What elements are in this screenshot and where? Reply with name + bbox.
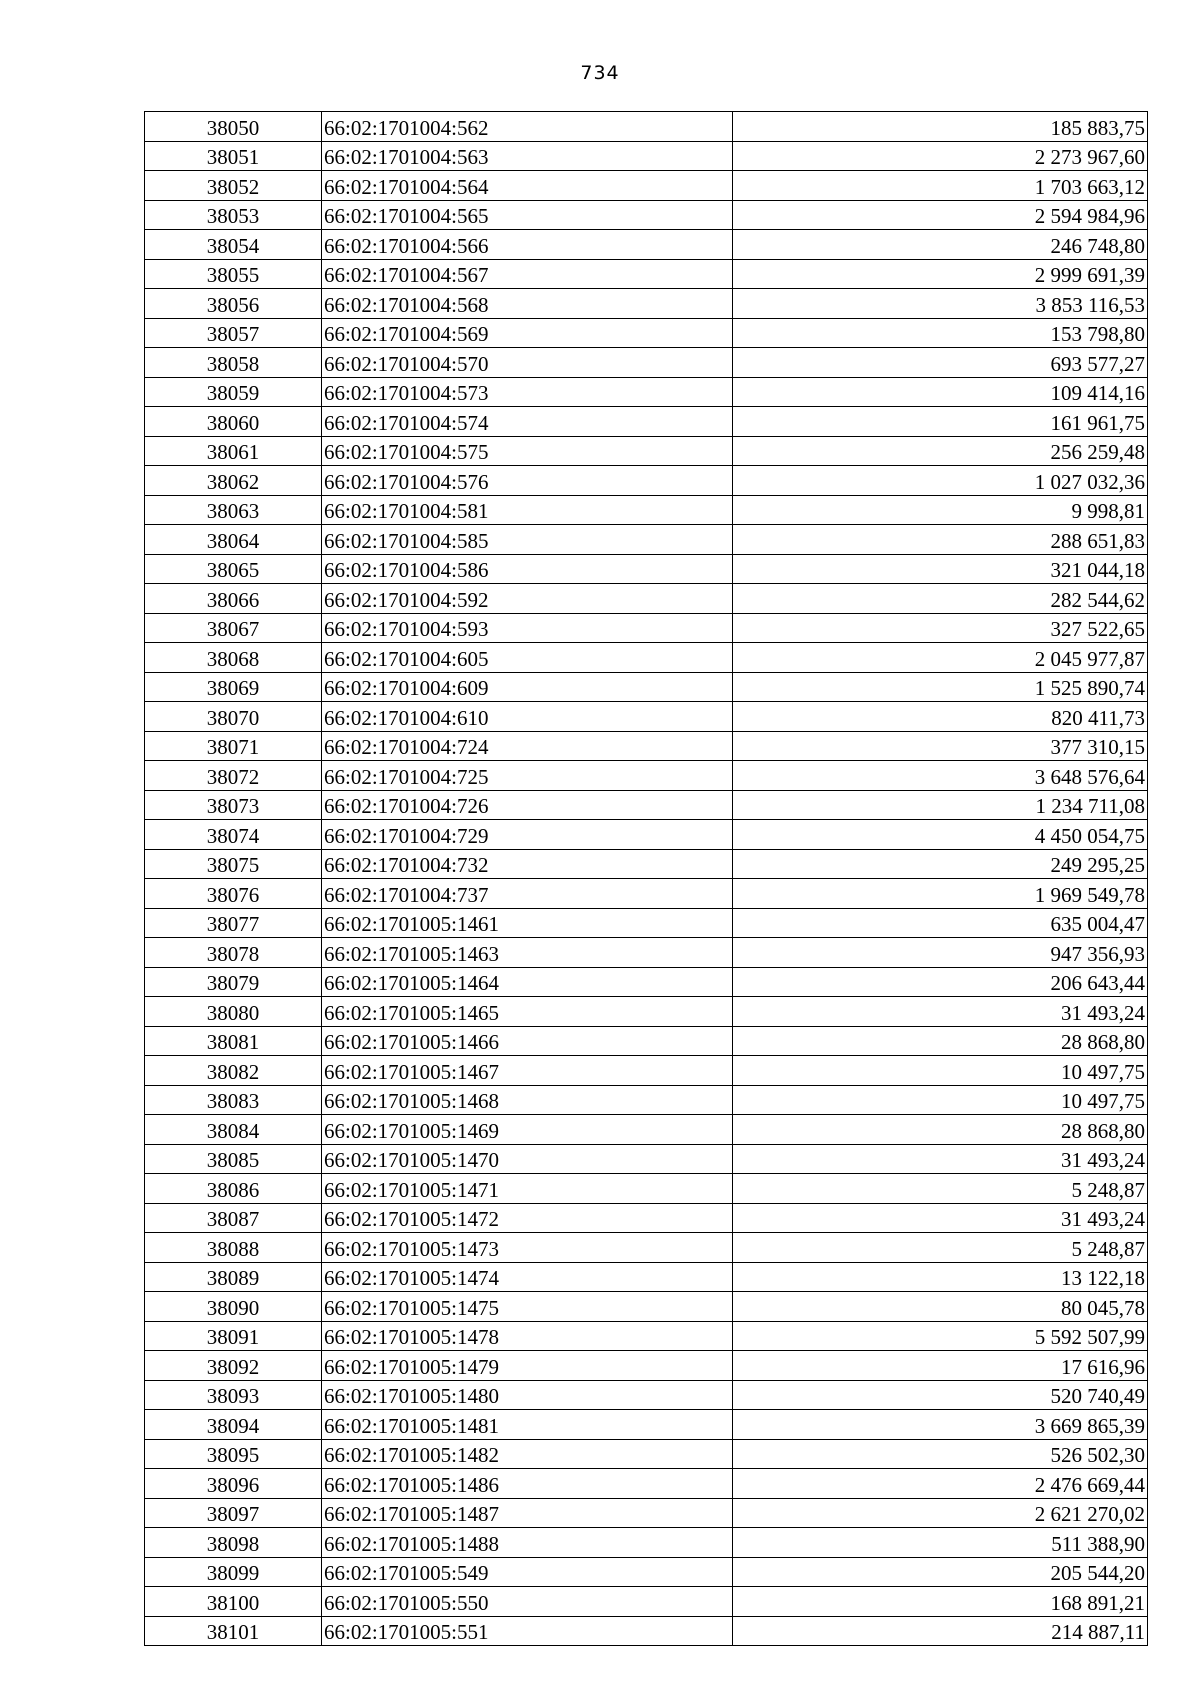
cadastral-number-cell: 66:02:1701004:573 — [322, 377, 733, 407]
cadastral-number-cell: 66:02:1701004:725 — [322, 761, 733, 791]
cadastral-value-cell: 327 522,65 — [733, 613, 1148, 643]
row-number-cell: 38084 — [145, 1115, 322, 1145]
cadastral-number-cell: 66:02:1701005:1466 — [322, 1026, 733, 1056]
cadastral-number-cell: 66:02:1701005:1474 — [322, 1262, 733, 1292]
cadastral-number-cell: 66:02:1701005:1473 — [322, 1233, 733, 1263]
table-row — [145, 112, 1148, 142]
cadastral-value-cell: 693 577,27 — [733, 348, 1148, 378]
cadastral-value-cell: 31 493,24 — [733, 997, 1148, 1027]
cadastral-value-cell: 109 414,16 — [733, 377, 1148, 407]
row-number-cell: 38082 — [145, 1056, 322, 1086]
table-row — [145, 849, 1148, 879]
row-number-cell: 38090 — [145, 1292, 322, 1322]
cadastral-number-cell: 66:02:1701005:1481 — [322, 1410, 733, 1440]
cadastral-number-cell: 66:02:1701004:737 — [322, 879, 733, 909]
row-number-cell: 38088 — [145, 1233, 322, 1263]
cadastral-number-cell: 66:02:1701005:1463 — [322, 938, 733, 968]
table-row — [145, 643, 1148, 673]
table-row — [145, 200, 1148, 230]
row-number-cell: 38097 — [145, 1498, 322, 1528]
cadastral-number-cell: 66:02:1701005:1480 — [322, 1380, 733, 1410]
table-row — [145, 908, 1148, 938]
row-number-cell: 38078 — [145, 938, 322, 968]
table-row — [145, 1351, 1148, 1381]
table-row — [145, 584, 1148, 614]
cadastral-value-cell: 511 388,90 — [733, 1528, 1148, 1558]
table-row — [145, 407, 1148, 437]
cadastral-number-cell: 66:02:1701004:605 — [322, 643, 733, 673]
table-row — [145, 1380, 1148, 1410]
table-row — [145, 1498, 1148, 1528]
cadastral-value-cell: 185 883,75 — [733, 112, 1148, 142]
cadastral-number-cell: 66:02:1701004:593 — [322, 613, 733, 643]
cadastral-number-cell: 66:02:1701004:732 — [322, 849, 733, 879]
cadastral-number-cell: 66:02:1701005:1470 — [322, 1144, 733, 1174]
row-number-cell: 38053 — [145, 200, 322, 230]
row-number-cell: 38074 — [145, 820, 322, 850]
row-number-cell: 38064 — [145, 525, 322, 555]
table-row — [145, 171, 1148, 201]
table-row — [145, 1469, 1148, 1499]
cadastral-number-cell: 66:02:1701004:729 — [322, 820, 733, 850]
row-number-cell: 38086 — [145, 1174, 322, 1204]
cadastral-number-cell: 66:02:1701004:570 — [322, 348, 733, 378]
cadastral-number-cell: 66:02:1701004:581 — [322, 495, 733, 525]
row-number-cell: 38065 — [145, 554, 322, 584]
cadastral-value-cell: 1 969 549,78 — [733, 879, 1148, 909]
table-row — [145, 967, 1148, 997]
row-number-cell: 38055 — [145, 259, 322, 289]
cadastral-value-cell: 10 497,75 — [733, 1056, 1148, 1086]
cadastral-value-cell: 5 248,87 — [733, 1233, 1148, 1263]
table-row — [145, 1262, 1148, 1292]
cadastral-value-cell: 168 891,21 — [733, 1587, 1148, 1617]
cadastral-value-cell: 5 592 507,99 — [733, 1321, 1148, 1351]
cadastral-number-cell: 66:02:1701004:726 — [322, 790, 733, 820]
cadastral-number-cell: 66:02:1701005:1471 — [322, 1174, 733, 1204]
cadastral-number-cell: 66:02:1701005:1464 — [322, 967, 733, 997]
page-number: 734 — [580, 62, 620, 84]
cadastral-number-cell: 66:02:1701004:564 — [322, 171, 733, 201]
cadastral-value-table — [144, 111, 1148, 1646]
row-number-cell: 38091 — [145, 1321, 322, 1351]
cadastral-value-cell: 2 621 270,02 — [733, 1498, 1148, 1528]
row-number-cell: 38096 — [145, 1469, 322, 1499]
cadastral-number-cell: 66:02:1701004:592 — [322, 584, 733, 614]
table-row — [145, 790, 1148, 820]
row-number-cell: 38087 — [145, 1203, 322, 1233]
cadastral-value-cell: 17 616,96 — [733, 1351, 1148, 1381]
table-row — [145, 348, 1148, 378]
row-number-cell: 38073 — [145, 790, 322, 820]
cadastral-number-cell: 66:02:1701005:1482 — [322, 1439, 733, 1469]
row-number-cell: 38069 — [145, 672, 322, 702]
table-row — [145, 495, 1148, 525]
table-row — [145, 1528, 1148, 1558]
row-number-cell: 38095 — [145, 1439, 322, 1469]
table-row — [145, 289, 1148, 319]
row-number-cell: 38051 — [145, 141, 322, 171]
cadastral-value-cell: 31 493,24 — [733, 1144, 1148, 1174]
cadastral-value-cell: 947 356,93 — [733, 938, 1148, 968]
cadastral-value-cell: 282 544,62 — [733, 584, 1148, 614]
row-number-cell: 38058 — [145, 348, 322, 378]
cadastral-number-cell: 66:02:1701004:568 — [322, 289, 733, 319]
table-row — [145, 1115, 1148, 1145]
table-row — [145, 141, 1148, 171]
cadastral-value-cell: 206 643,44 — [733, 967, 1148, 997]
row-number-cell: 38094 — [145, 1410, 322, 1440]
cadastral-number-cell: 66:02:1701005:1486 — [322, 1469, 733, 1499]
row-number-cell: 38054 — [145, 230, 322, 260]
table-row — [145, 672, 1148, 702]
cadastral-value-cell: 1 525 890,74 — [733, 672, 1148, 702]
table-row — [145, 1203, 1148, 1233]
cadastral-number-cell: 66:02:1701004:563 — [322, 141, 733, 171]
cadastral-number-cell: 66:02:1701005:1468 — [322, 1085, 733, 1115]
row-number-cell: 38099 — [145, 1557, 322, 1587]
cadastral-value-cell: 161 961,75 — [733, 407, 1148, 437]
cadastral-value-cell: 3 648 576,64 — [733, 761, 1148, 791]
cadastral-value-cell: 2 476 669,44 — [733, 1469, 1148, 1499]
row-number-cell: 38061 — [145, 436, 322, 466]
cadastral-number-cell: 66:02:1701004:562 — [322, 112, 733, 142]
table-row — [145, 1439, 1148, 1469]
table-row — [145, 1026, 1148, 1056]
cadastral-number-cell: 66:02:1701004:566 — [322, 230, 733, 260]
row-number-cell: 38100 — [145, 1587, 322, 1617]
cadastral-number-cell: 66:02:1701004:576 — [322, 466, 733, 496]
row-number-cell: 38089 — [145, 1262, 322, 1292]
cadastral-number-cell: 66:02:1701004:569 — [322, 318, 733, 348]
cadastral-number-cell: 66:02:1701005:551 — [322, 1616, 733, 1646]
table-row — [145, 997, 1148, 1027]
cadastral-number-cell: 66:02:1701005:1478 — [322, 1321, 733, 1351]
cadastral-number-cell: 66:02:1701005:1479 — [322, 1351, 733, 1381]
table-row — [145, 1321, 1148, 1351]
row-number-cell: 38077 — [145, 908, 322, 938]
table-row — [145, 466, 1148, 496]
table-row — [145, 1410, 1148, 1440]
cadastral-value-cell: 1 027 032,36 — [733, 466, 1148, 496]
cadastral-value-cell: 9 998,81 — [733, 495, 1148, 525]
cadastral-value-cell: 80 045,78 — [733, 1292, 1148, 1322]
cadastral-value-cell: 153 798,80 — [733, 318, 1148, 348]
row-number-cell: 38092 — [145, 1351, 322, 1381]
table-row — [145, 1557, 1148, 1587]
row-number-cell: 38085 — [145, 1144, 322, 1174]
cadastral-value-cell: 249 295,25 — [733, 849, 1148, 879]
cadastral-number-cell: 66:02:1701004:610 — [322, 702, 733, 732]
row-number-cell: 38101 — [145, 1616, 322, 1646]
row-number-cell: 38057 — [145, 318, 322, 348]
cadastral-number-cell: 66:02:1701005:1487 — [322, 1498, 733, 1528]
table-row — [145, 820, 1148, 850]
table-row — [145, 879, 1148, 909]
row-number-cell: 38098 — [145, 1528, 322, 1558]
row-number-cell: 38083 — [145, 1085, 322, 1115]
table-row — [145, 1085, 1148, 1115]
cadastral-value-cell: 4 450 054,75 — [733, 820, 1148, 850]
cadastral-value-cell: 1 703 663,12 — [733, 171, 1148, 201]
row-number-cell: 38070 — [145, 702, 322, 732]
cadastral-value-cell: 635 004,47 — [733, 908, 1148, 938]
row-number-cell: 38066 — [145, 584, 322, 614]
row-number-cell: 38050 — [145, 112, 322, 142]
cadastral-value-cell: 288 651,83 — [733, 525, 1148, 555]
cadastral-number-cell: 66:02:1701005:1472 — [322, 1203, 733, 1233]
table-row — [145, 1616, 1148, 1646]
table-row — [145, 377, 1148, 407]
cadastral-value-cell: 2 273 967,60 — [733, 141, 1148, 171]
table-row — [145, 1056, 1148, 1086]
cadastral-number-cell: 66:02:1701004:567 — [322, 259, 733, 289]
table-row — [145, 1292, 1148, 1322]
row-number-cell: 38081 — [145, 1026, 322, 1056]
cadastral-value-cell: 2 999 691,39 — [733, 259, 1148, 289]
cadastral-value-cell: 2 594 984,96 — [733, 200, 1148, 230]
cadastral-number-cell: 66:02:1701005:1467 — [322, 1056, 733, 1086]
row-number-cell: 38059 — [145, 377, 322, 407]
table-row — [145, 1174, 1148, 1204]
row-number-cell: 38093 — [145, 1380, 322, 1410]
cadastral-number-cell: 66:02:1701005:1465 — [322, 997, 733, 1027]
cadastral-value-cell: 31 493,24 — [733, 1203, 1148, 1233]
cadastral-value-cell: 526 502,30 — [733, 1439, 1148, 1469]
row-number-cell: 38052 — [145, 171, 322, 201]
cadastral-number-cell: 66:02:1701004:586 — [322, 554, 733, 584]
cadastral-value-cell: 205 544,20 — [733, 1557, 1148, 1587]
cadastral-value-cell: 13 122,18 — [733, 1262, 1148, 1292]
cadastral-number-cell: 66:02:1701004:575 — [322, 436, 733, 466]
table-row — [145, 1587, 1148, 1617]
row-number-cell: 38060 — [145, 407, 322, 437]
cadastral-value-cell: 820 411,73 — [733, 702, 1148, 732]
cadastral-number-cell: 66:02:1701004:565 — [322, 200, 733, 230]
row-number-cell: 38079 — [145, 967, 322, 997]
cadastral-number-cell: 66:02:1701005:1469 — [322, 1115, 733, 1145]
row-number-cell: 38063 — [145, 495, 322, 525]
table-row — [145, 1144, 1148, 1174]
cadastral-value-cell: 321 044,18 — [733, 554, 1148, 584]
cadastral-value-cell: 377 310,15 — [733, 731, 1148, 761]
row-number-cell: 38056 — [145, 289, 322, 319]
table-row — [145, 1233, 1148, 1263]
cadastral-value-cell: 256 259,48 — [733, 436, 1148, 466]
table-row — [145, 230, 1148, 260]
cadastral-value-cell: 1 234 711,08 — [733, 790, 1148, 820]
table-row — [145, 525, 1148, 555]
cadastral-value-cell: 28 868,80 — [733, 1115, 1148, 1145]
row-number-cell: 38076 — [145, 879, 322, 909]
cadastral-number-cell: 66:02:1701004:609 — [322, 672, 733, 702]
table-row — [145, 436, 1148, 466]
cadastral-value-cell: 5 248,87 — [733, 1174, 1148, 1204]
cadastral-value-cell: 2 045 977,87 — [733, 643, 1148, 673]
row-number-cell: 38075 — [145, 849, 322, 879]
cadastral-value-cell: 3 853 116,53 — [733, 289, 1148, 319]
table-row — [145, 702, 1148, 732]
cadastral-number-cell: 66:02:1701005:549 — [322, 1557, 733, 1587]
cadastral-value-cell: 246 748,80 — [733, 230, 1148, 260]
row-number-cell: 38068 — [145, 643, 322, 673]
row-number-cell: 38072 — [145, 761, 322, 791]
cadastral-value-cell: 10 497,75 — [733, 1085, 1148, 1115]
cadastral-number-cell: 66:02:1701004:724 — [322, 731, 733, 761]
cadastral-number-cell: 66:02:1701005:1475 — [322, 1292, 733, 1322]
table-row — [145, 318, 1148, 348]
table-row — [145, 938, 1148, 968]
cadastral-value-cell: 214 887,11 — [733, 1616, 1148, 1646]
cadastral-number-cell: 66:02:1701005:550 — [322, 1587, 733, 1617]
table-row — [145, 731, 1148, 761]
row-number-cell: 38080 — [145, 997, 322, 1027]
cadastral-value-cell: 28 868,80 — [733, 1026, 1148, 1056]
cadastral-number-cell: 66:02:1701005:1461 — [322, 908, 733, 938]
cadastral-value-cell: 520 740,49 — [733, 1380, 1148, 1410]
cadastral-number-cell: 66:02:1701005:1488 — [322, 1528, 733, 1558]
cadastral-number-cell: 66:02:1701004:585 — [322, 525, 733, 555]
table-row — [145, 259, 1148, 289]
row-number-cell: 38071 — [145, 731, 322, 761]
row-number-cell: 38062 — [145, 466, 322, 496]
cadastral-number-cell: 66:02:1701004:574 — [322, 407, 733, 437]
row-number-cell: 38067 — [145, 613, 322, 643]
table-row — [145, 761, 1148, 791]
table-row — [145, 613, 1148, 643]
table-body — [145, 112, 1148, 1646]
table-row — [145, 554, 1148, 584]
cadastral-value-cell: 3 669 865,39 — [733, 1410, 1148, 1440]
